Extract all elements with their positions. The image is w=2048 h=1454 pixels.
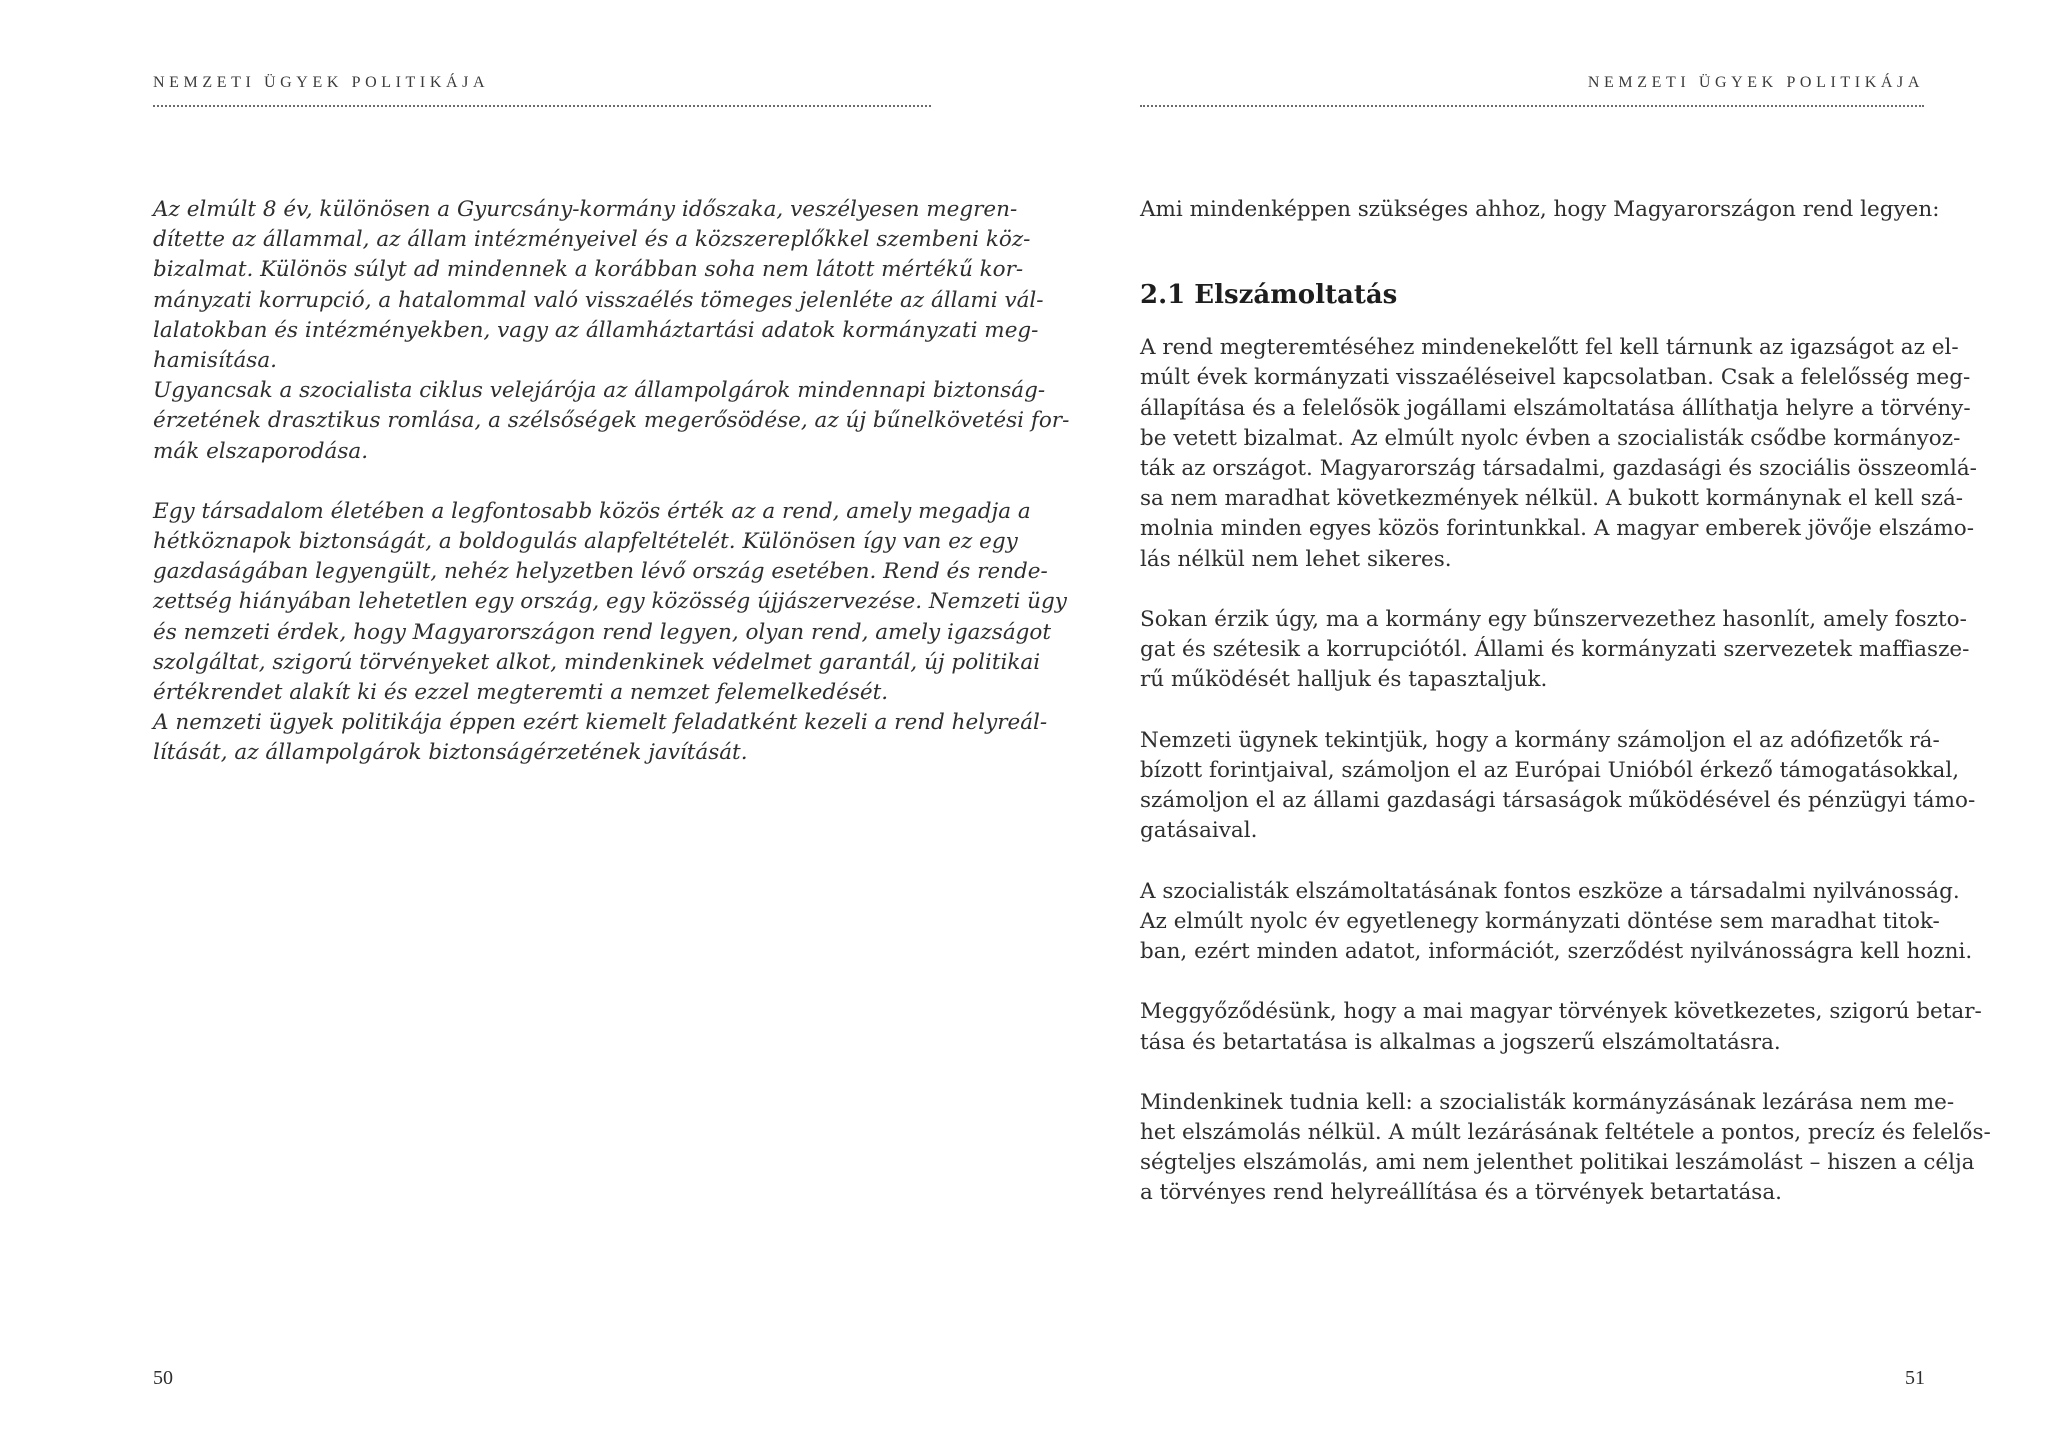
text-line: ták az országot. Magyarország társadalmi, gazdasági és szociális összeomlá- bbox=[1140, 455, 1977, 481]
text-line: Sokan érzik úgy, ma a kormány egy bűnszervezethez hasonlít, amely foszto- bbox=[1140, 606, 1967, 632]
header-dotted-rule bbox=[153, 105, 931, 107]
text-line: ban, ezért minden adatot, információt, szerződést nyilvánosságra kell hozni. bbox=[1140, 938, 1973, 964]
header-dotted-rule bbox=[1140, 105, 1924, 107]
text-line: Az elmúlt nyolc év egyetlenegy kormányzati döntése sem maradhat titok- bbox=[1140, 908, 1940, 934]
text-line: Nemzeti ügynek tekintjük, hogy a kormány számoljon el az adófizetők rá- bbox=[1140, 727, 1940, 753]
page-number: 51 bbox=[1905, 1367, 1925, 1389]
page-number: 50 bbox=[153, 1367, 173, 1389]
text-line: múlt évek kormányzati visszaéléseivel kapcsolatban. Csak a felelősség meg- bbox=[1140, 365, 1971, 391]
paragraph bbox=[1140, 726, 1976, 847]
running-head: NEMZETI ÜGYEK POLITIKÁJA bbox=[1587, 74, 1924, 91]
paragraph bbox=[153, 497, 1067, 769]
paragraph bbox=[153, 195, 1070, 467]
text-line: hamisítása. bbox=[153, 347, 277, 373]
body-text bbox=[1140, 195, 1991, 1209]
text-line: lás nélkül nem lehet sikeres. bbox=[1140, 546, 1452, 572]
text-line: tása és betartatása is alkalmas a jogszerű elszámoltatásra. bbox=[1140, 1029, 1781, 1055]
paragraph-gap bbox=[1140, 967, 1924, 997]
text-line: A szocialisták elszámoltatásának fontos eszköze a társadalmi nyilvánosság. bbox=[1140, 878, 1960, 904]
paragraph bbox=[1140, 333, 1977, 575]
text-line: A rend megteremtéséhez mindenekelőtt fel kell tárnunk az igazságot az el- bbox=[1140, 335, 1959, 361]
text-line: hétköznapok biztonságát, a boldogulás alapfeltételét. Különösen így van ez egy bbox=[153, 529, 1018, 555]
paragraph bbox=[1140, 605, 1970, 696]
paragraph-gap bbox=[1140, 846, 1924, 876]
intro-sentence: Ami mindenképpen szükséges ahhoz, hogy Magyarországon rend legyen: bbox=[1140, 197, 1940, 222]
text-line: gazdaságában legyengült, nehéz helyzetben lévő ország esetében. Rend és rende- bbox=[153, 559, 1048, 585]
paragraph-gap bbox=[153, 467, 933, 497]
paragraph-gap bbox=[1140, 575, 1924, 605]
text-line: gatásaival. bbox=[1140, 818, 1258, 844]
text-line: sa nem maradhat következmények nélkül. A bukott kormánynak el kell szá- bbox=[1140, 486, 1964, 512]
text-line: mák elszaporodása. bbox=[153, 438, 369, 464]
text-line: Meggyőződésünk, hogy a mai magyar törvények következetes, szigorú betar- bbox=[1140, 999, 1982, 1025]
text-line: gat és szétesik a korrupciótól. Állami és kormányzati szervezetek maffiasze- bbox=[1140, 637, 1970, 663]
text-line: Az elmúlt 8 év, különösen a Gyurcsány-kormány időszaka, veszélyesen megren- bbox=[153, 197, 1018, 222]
text-line: érzetének drasztikus romlása, a szélsőségek megerősödése, az új bűnelkövetési for- bbox=[153, 408, 1070, 434]
text-line: dítette az állammal, az állam intézményeivel és a közszereplőkkel szembeni köz- bbox=[153, 227, 1031, 253]
right-page bbox=[1024, 0, 2048, 1454]
text-line: rű működését halljuk és tapasztaljuk. bbox=[1140, 667, 1548, 693]
text-line: Ugyancsak a szocialista ciklus velejárója az állampolgárok mindennapi biztonság- bbox=[153, 378, 1046, 404]
text-line: Egy társadalom életében a legfontosabb közös érték az a rend, amely megadja a bbox=[153, 498, 1031, 524]
paragraph-gap bbox=[1140, 695, 1924, 725]
text-line: bízott forintjaival, számoljon el az Európai Unióból érkező támogatásokkal, bbox=[1140, 757, 1960, 783]
text-line: mányzati korrupció, a hatalommal való visszaélés tömeges jelenléte az állami vál- bbox=[153, 287, 1044, 313]
text-line: értékrendet alakít ki és ezzel megteremti a nemzet felemelkedését. bbox=[153, 680, 889, 705]
text-line: és nemzeti érdek, hogy Magyarországon rend legyen, olyan rend, amely igazságot bbox=[153, 619, 1052, 645]
text-line: lalatokban és intézményekben, vagy az államháztartási adatok kormányzati meg- bbox=[153, 317, 1039, 343]
text-line: bizalmat. Különös súlyt ad mindennek a korábban soha nem látott mértékű kor- bbox=[153, 257, 1024, 283]
paragraph bbox=[1140, 997, 1982, 1057]
text-line: molnia minden egyes közös forintunkkal. A magyar emberek jövője elszámo- bbox=[1140, 516, 1975, 542]
text-line: számoljon el az állami gazdasági társaságok működésével és pénzügyi támo- bbox=[1140, 788, 1976, 813]
paragraph bbox=[1140, 877, 1973, 968]
running-head: NEMZETI ÜGYEK POLITIKÁJA bbox=[153, 74, 490, 91]
text-line: het elszámolás nélkül. A múlt lezárásának feltétele a pontos, precíz és felelős- bbox=[1140, 1120, 1991, 1146]
section-paragraphs bbox=[1140, 333, 1991, 1208]
section-heading: 2.1 Elszámoltatás bbox=[1140, 280, 1398, 311]
text-line: lítását, az állampolgárok biztonságérzetének javítását. bbox=[153, 740, 748, 766]
paragraph bbox=[1140, 1088, 1991, 1209]
text-line: ségteljes elszámolás, ami nem jelenthet politikai leszámolást – hiszen a célja bbox=[1140, 1150, 1975, 1176]
paragraph-gap bbox=[1140, 1058, 1924, 1088]
text-line: be vetett bizalmat. Az elmúlt nyolc évben a szocialisták csődbe kormányoz- bbox=[1140, 425, 1961, 451]
text-line: Mindenkinek tudnia kell: a szocialisták kormányzásának lezárása nem me- bbox=[1140, 1089, 1955, 1115]
text-line: zettség hiányában lehetetlen egy ország, egy közösség újjászervezése. Nemzeti ügy bbox=[153, 589, 1067, 615]
text-line: szolgáltat, szigorú törvényeket alkot, mindenkinek védelmet garantál, új politikai bbox=[153, 649, 1041, 675]
body-text bbox=[153, 195, 1070, 769]
text-line: állapítása és a felelősök jogállami elszámoltatása állíthatja helyre a törvény- bbox=[1140, 395, 1971, 421]
text-line: a törvényes rend helyreállítása és a törvények betartatása. bbox=[1140, 1180, 1782, 1206]
text-line: A nemzeti ügyek politikája éppen ezért kiemelt feladatként kezeli a rend helyreál- bbox=[153, 710, 1048, 736]
